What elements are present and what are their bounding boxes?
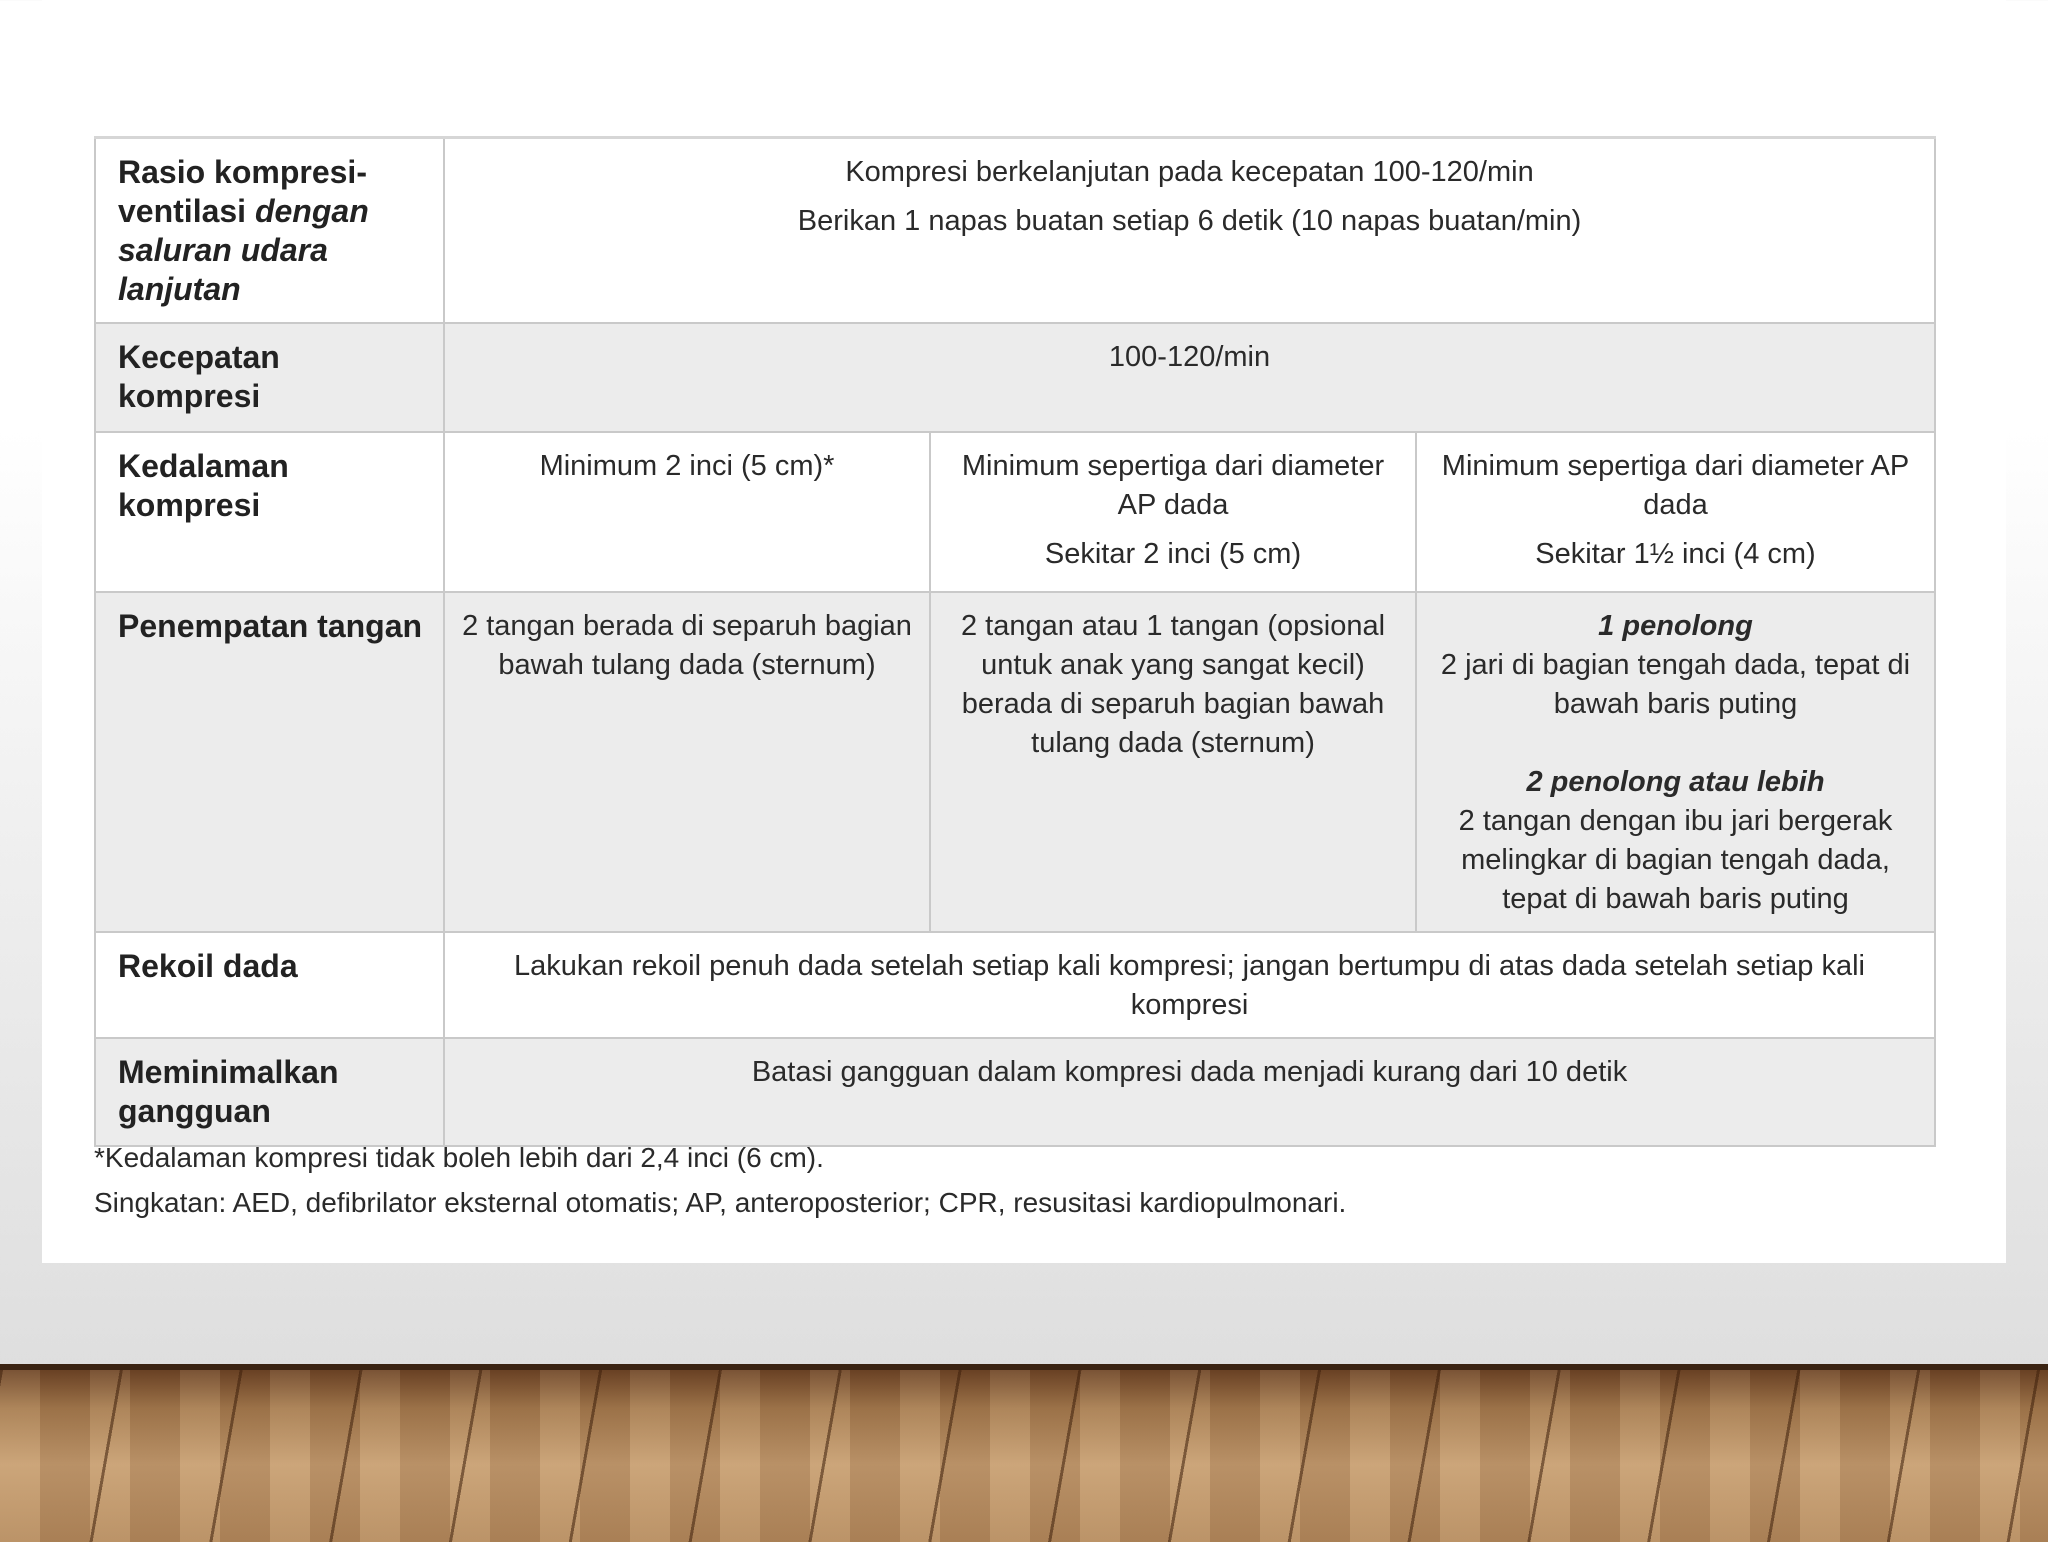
- table-notes: [94, 1135, 1346, 1225]
- slide: [42, 0, 2006, 1263]
- hands-infant-text-2: 2 tangan dengan ibu jari bergerak melingkar di bagian tengah dada, tepat di bawah baris puting: [1458, 804, 1893, 915]
- hands-adult-cell: 2 tangan berada di separuh bagian bawah tulang dada (sternum): [444, 592, 930, 932]
- recoil-value-cell: Lakukan rekoil penuh dada setelah setiap kali kompresi; jangan bertumpu di atas dada setelah setiap kali kompresi: [444, 932, 1935, 1038]
- hands-infant-heading-1: 1 penolong: [1598, 609, 1753, 642]
- row-label-interrupt: Meminimalkan gangguan: [95, 1038, 444, 1146]
- table-row-recoil: [95, 932, 1935, 1038]
- abbreviations-note: Singkatan: AED, defibrilator eksternal otomatis; AP, anteroposterior; CPR, resusitasi kardiopulmonari.: [94, 1187, 1347, 1218]
- depth-adult-cell: Minimum 2 inci (5 cm)*: [444, 432, 930, 592]
- table-row-interrupt: [95, 1038, 1935, 1146]
- table-row-depth: [95, 432, 1935, 592]
- wooden-floor-background: [0, 1364, 2048, 1542]
- row-label-ratio: [95, 138, 444, 323]
- ratio-label-main: Rasio kompresi-ventilasi: [118, 154, 367, 229]
- ratio-line-1: Kompresi berkelanjutan pada kecepatan 100-120/min: [845, 156, 1534, 188]
- depth-child-line-1: Minimum sepertiga dari diameter AP dada: [961, 449, 1385, 521]
- row-label-depth: Kedalaman kompresi: [95, 432, 444, 592]
- hands-infant-heading-2: 2 penolong atau lebih: [1526, 765, 1825, 798]
- depth-infant-line-2: Sekitar 1½ inci (4 cm): [1535, 537, 1816, 570]
- depth-child-cell: [930, 432, 1416, 592]
- table-row-ratio: [95, 138, 1935, 323]
- cpr-table-container: [94, 136, 1934, 1147]
- hands-child-cell: 2 tangan atau 1 tangan (opsional untuk anak yang sangat kecil) berada di separuh bagian bawah tulang dada (sternum): [930, 592, 1416, 932]
- row-label-recoil: Rekoil dada: [95, 932, 444, 1038]
- table-row-rate: [95, 323, 1935, 432]
- ratio-value-cell: [444, 138, 1935, 323]
- table-row-hands: [95, 592, 1935, 932]
- rate-value-cell: 100-120/min: [444, 323, 1935, 432]
- hands-infant-text-1: 2 jari di bagian tengah dada, tepat di bawah baris puting: [1440, 648, 1911, 720]
- footnote: *Kedalaman kompresi tidak boleh lebih dari 2,4 inci (6 cm).: [94, 1142, 824, 1173]
- ratio-line-2: Berikan 1 napas buatan setiap 6 detik (10 napas buatan/min): [797, 205, 1582, 237]
- row-label-rate: Kecepatan kompresi: [95, 323, 444, 432]
- cpr-table: [94, 136, 1936, 1147]
- depth-infant-line-1: Minimum sepertiga dari diameter AP dada: [1441, 449, 1910, 521]
- depth-child-line-2: Sekitar 2 inci (5 cm): [1044, 537, 1302, 570]
- row-label-hands: Penempatan tangan: [95, 592, 444, 932]
- depth-infant-cell: [1416, 432, 1935, 592]
- hands-infant-cell: [1416, 592, 1935, 932]
- interrupt-value-cell: Batasi gangguan dalam kompresi dada menjadi kurang dari 10 detik: [444, 1038, 1935, 1146]
- ratio-label-italic: dengan saluran udara lanjutan: [118, 193, 369, 307]
